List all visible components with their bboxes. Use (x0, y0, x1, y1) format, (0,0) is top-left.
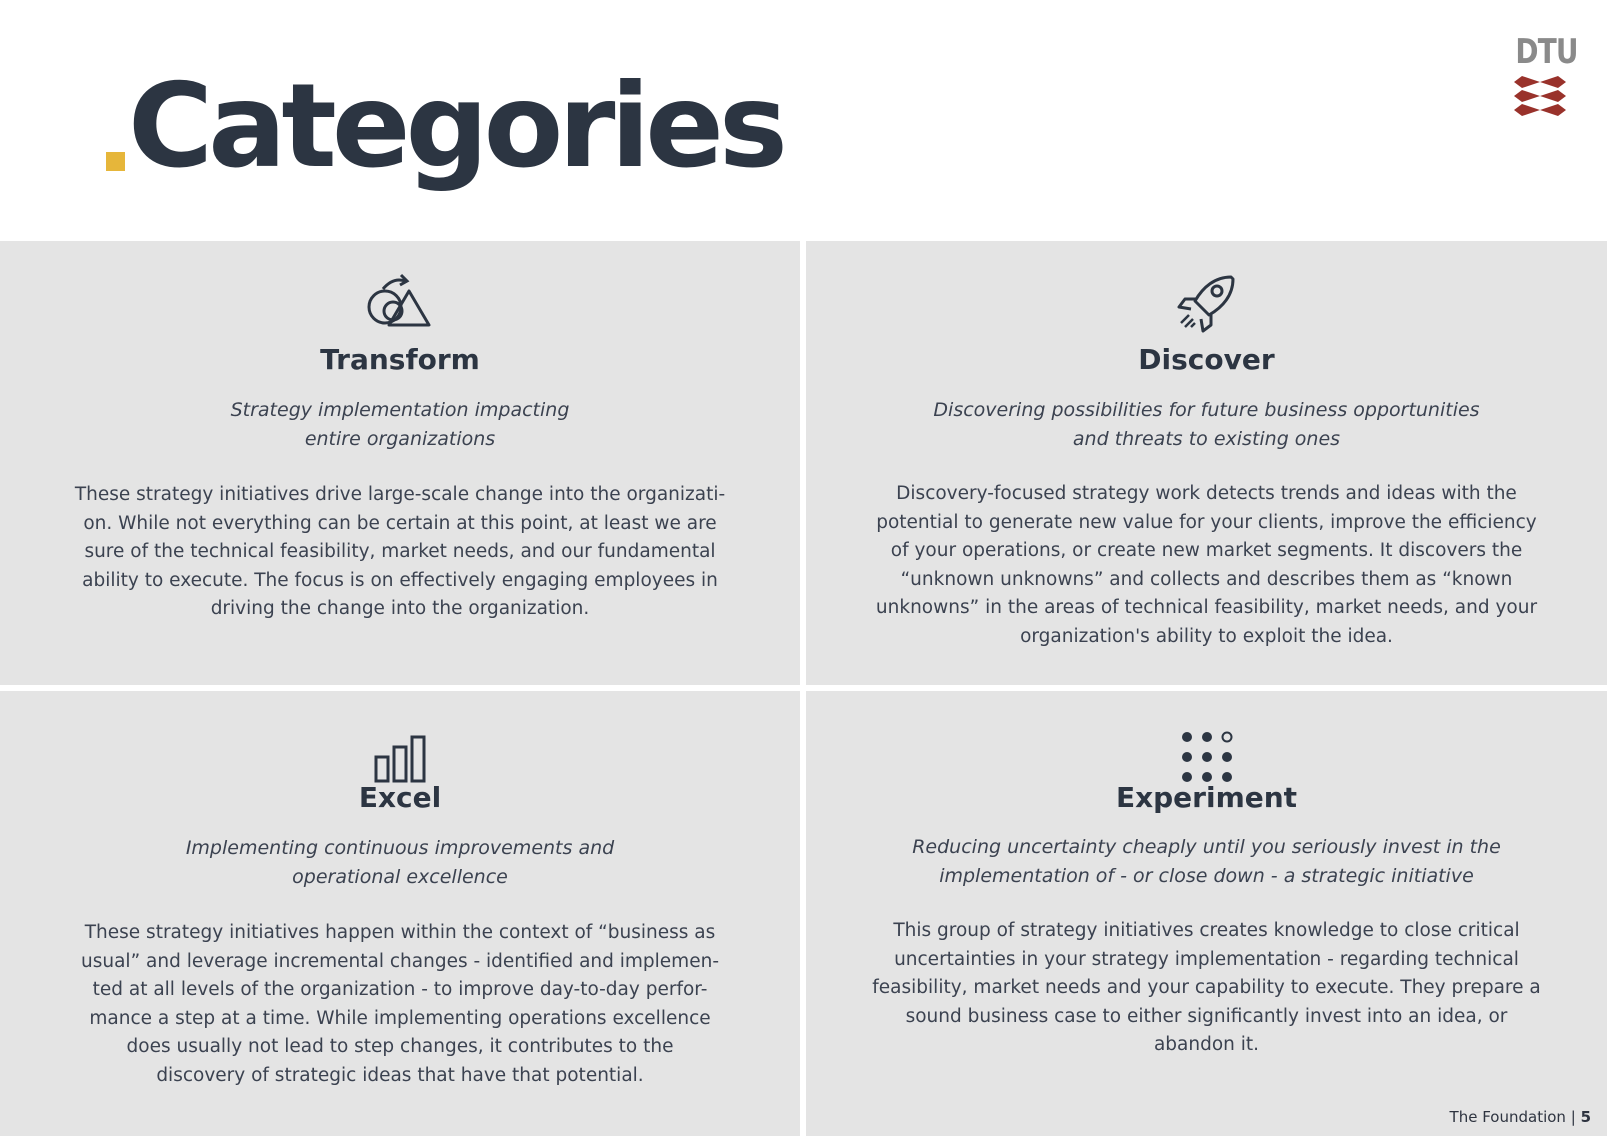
body-line: abandon it. (1153, 1034, 1260, 1056)
body-line: This group of strategy initiatives creates knowledge to close critical (893, 920, 1520, 941)
panel-body (846, 917, 1567, 1060)
page-title: Categories (128, 59, 783, 194)
panel-title: Excel (358, 781, 442, 814)
body-line: Discovery-focused strategy work detects trends and ideas with the (896, 483, 1517, 504)
body-line: does usually not lead to step changes, it contributes to the (126, 1036, 674, 1058)
subtitle-line: implementation of - or close down - a strategic initiative (939, 865, 1474, 887)
panel-transform (0, 241, 800, 685)
page-number: 5 (1580, 1108, 1591, 1126)
panel-subtitle (846, 833, 1567, 891)
body-line: ted at all levels of the organization - to improve day-to-day perfor- (92, 979, 708, 1001)
panel-title: Experiment (1115, 781, 1298, 814)
body-line: on. While not everything can be certain at this point, at least we are (83, 512, 717, 534)
panel-subtitle (846, 396, 1567, 454)
body-line: driving the change into the organization. (210, 598, 590, 620)
subtitle-line: Implementing continuous improvements and (185, 837, 615, 859)
panel-subtitle (40, 396, 760, 454)
body-line: These strategy initiatives happen within the context of “business as (84, 922, 716, 943)
body-line: potential to generate new value for your clients, improve the efficiency (876, 511, 1537, 533)
subtitle-line: Reducing uncertainty cheaply until you seriously invest in the (912, 836, 1501, 858)
dot-grid-icon (1179, 729, 1235, 785)
panel-title: Discover (1138, 343, 1275, 376)
subtitle-line: and threats to existing ones (1072, 428, 1341, 450)
body-line: discovery of strategic ideas that have that potential. (156, 1064, 644, 1086)
body-line: usual” and leverage incremental changes - identified and implemen- (81, 950, 719, 972)
subtitle-line: Discovering possibilities for future business opportunities (933, 399, 1480, 421)
body-line: unknowns” in the areas of technical feasibility, market needs, and your (875, 597, 1538, 619)
transform-shapes-icon (365, 271, 435, 331)
subtitle-line: entire organizations (304, 428, 496, 450)
body-line: These strategy initiatives drive large-scale change into the organizati- (74, 484, 726, 505)
page-footer (1450, 1108, 1591, 1126)
body-line: ability to execute. The focus is on effectively engaging employees in (82, 569, 718, 591)
body-line: sound business case to either significantly invest into an idea, or (905, 1005, 1508, 1027)
dtu-logo (1510, 32, 1578, 124)
panel-title: Transform (320, 343, 480, 376)
panel-body (846, 480, 1567, 652)
panel-body (60, 919, 740, 1091)
body-line: organization's ability to exploit the idea. (1020, 625, 1393, 647)
body-line: uncertainties in your strategy implementation - regarding technical (894, 948, 1519, 970)
panel-excel (0, 691, 800, 1136)
rocket-icon (1175, 273, 1239, 333)
body-line: mance a step at a time. While implementing operations excellence (89, 1007, 711, 1029)
panel-discover (806, 241, 1607, 685)
title-accent-dot (106, 152, 125, 171)
panel-body (60, 481, 740, 624)
bar-chart-icon (372, 733, 428, 785)
body-line: sure of the technical feasibility, market needs, and our fundamental (84, 541, 716, 563)
logo-text: DTU (1515, 32, 1578, 72)
body-line: “unknown unknowns” and collects and describes them as “known (900, 568, 1513, 590)
panel-subtitle (40, 834, 760, 892)
panel-experiment (806, 691, 1607, 1136)
footer-separator: | (1570, 1108, 1576, 1126)
subtitle-line: operational excellence (292, 866, 508, 888)
footer-section: The Foundation (1449, 1108, 1566, 1126)
subtitle-line: Strategy implementation impacting (230, 399, 570, 421)
body-line: of your operations, or create new market segments. It discovers the (890, 540, 1523, 562)
logo-waves-icon (1512, 74, 1568, 118)
body-line: feasibility, market needs and your capability to execute. They prepare a (872, 977, 1541, 999)
